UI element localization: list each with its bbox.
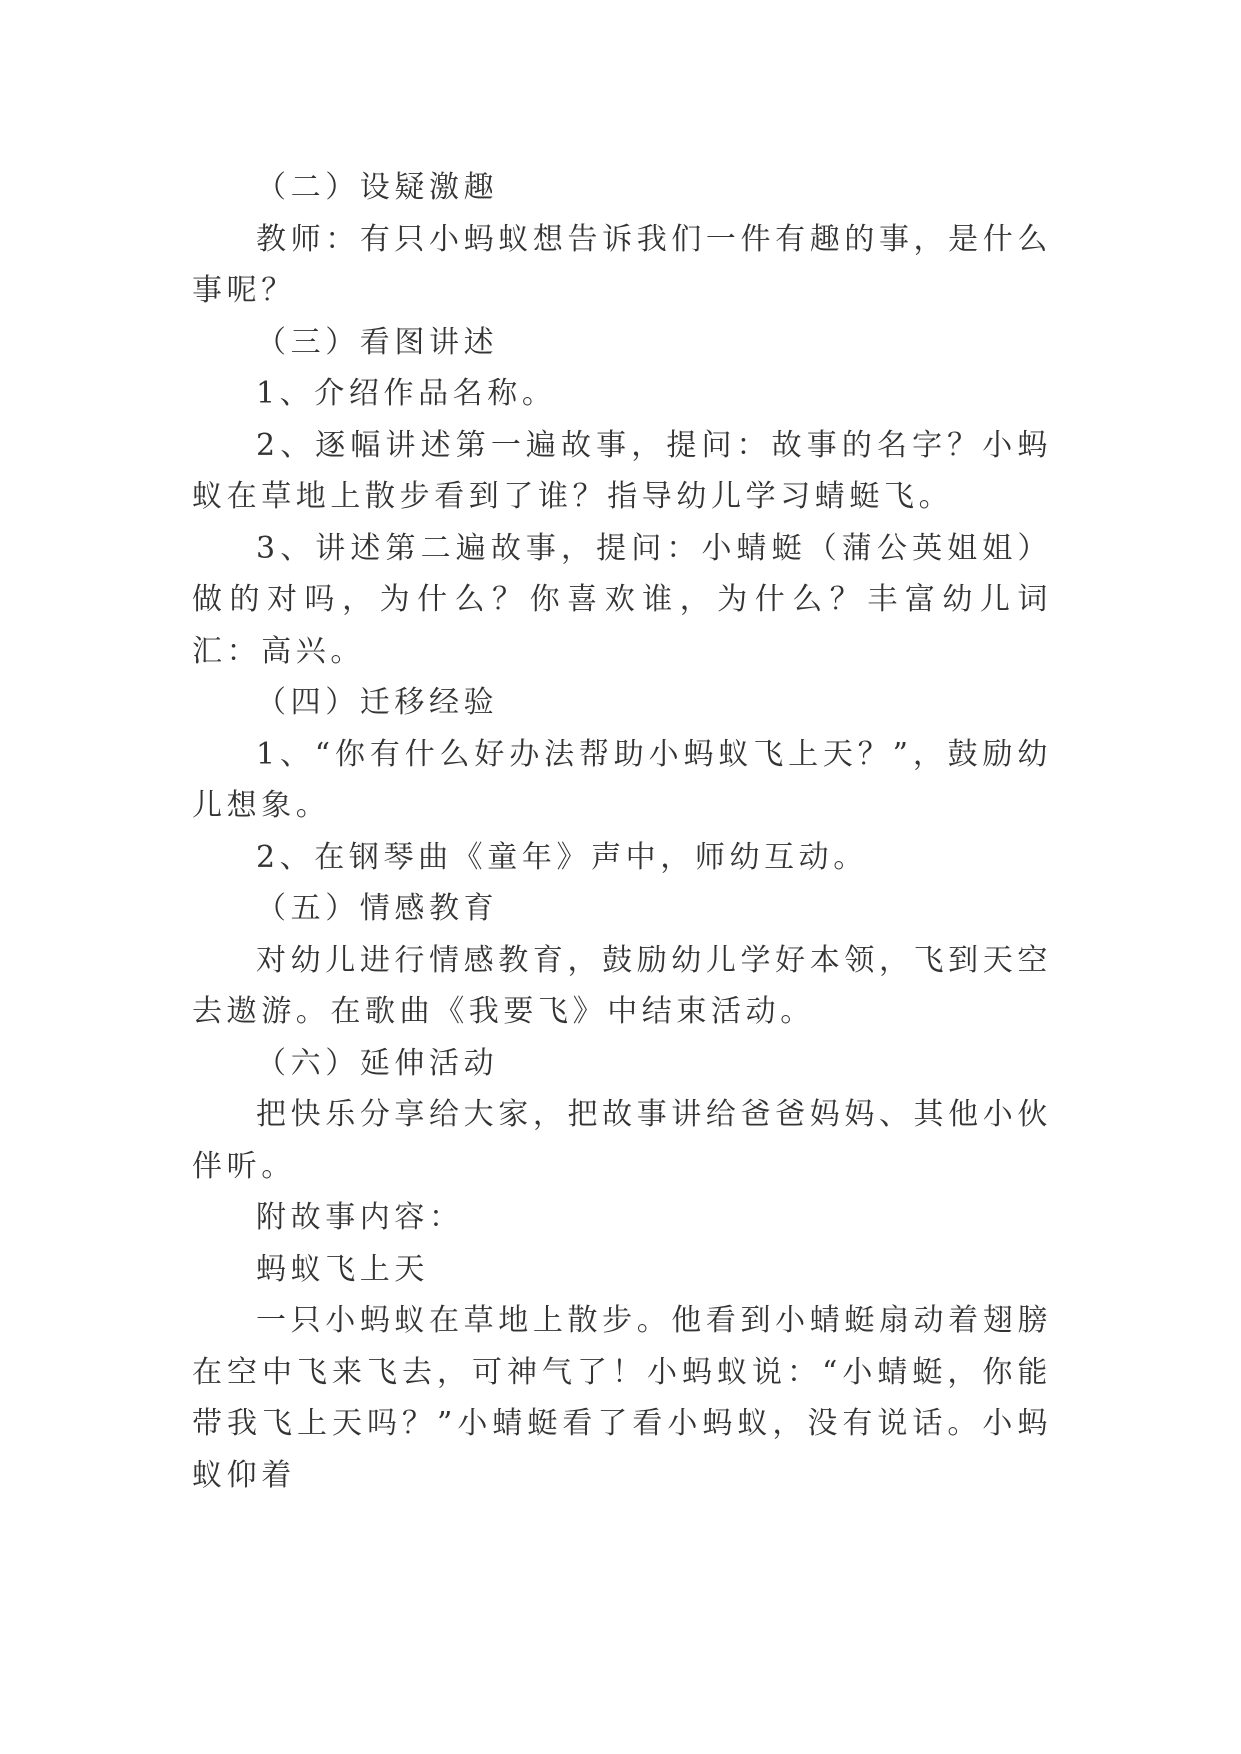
- section-heading-5: （五）情感教育: [256, 891, 499, 926]
- list-item: 2、逐幅讲述第一遍故事，提问：故事的名字？小蚂蚁在草地上散步看到了谁？指导幼儿学习蜻蜓飞。: [192, 427, 1052, 514]
- appendix-label: 附故事内容：: [256, 1200, 464, 1235]
- paragraph: 教师：有只小蚂蚁想告诉我们一件有趣的事，是什么事呢？: [192, 221, 1052, 308]
- section-heading-2: （二）设疑激趣: [256, 170, 499, 205]
- list-item: 2、在钢琴曲《童年》声中，师幼互动。: [256, 839, 868, 875]
- paragraph: 对幼儿进行情感教育，鼓励幼儿学好本领，飞到天空去遨游。在歌曲《我要飞》中结束活动。: [192, 942, 1052, 1029]
- section-heading-6: （六）延伸活动: [256, 1045, 499, 1081]
- list-item: 3、讲述第二遍故事，提问：小蜻蜓（蒲公英姐姐）做的对吗，为什么？你喜欢谁，为什么？丰富幼儿词汇：高兴。: [192, 530, 1052, 669]
- list-item: 1、介绍作品名称。: [256, 376, 557, 411]
- paragraph: 把快乐分享给大家，把故事讲给爸爸妈妈、其他小伙伴听。: [192, 1097, 1052, 1184]
- story-title: 蚂蚁飞上天: [256, 1251, 429, 1287]
- document-body: [192, 162, 1052, 1501]
- section-heading-3: （三）看图讲述: [256, 324, 499, 360]
- list-item: 1、“你有什么好办法帮助小蚂蚁飞上天？”，鼓励幼儿想象。: [192, 736, 1052, 823]
- section-heading-4: （四）迁移经验: [256, 685, 499, 720]
- story-paragraph: 一只小蚂蚁在草地上散步。他看到小蜻蜓扇动着翅膀在空中飞来飞去，可神气了！小蚂蚁说：“小蜻蜓，你能带我飞上天吗？”小蜻蜓看了看小蚂蚁，没有说话。小蚂蚁仰着: [192, 1303, 1052, 1493]
